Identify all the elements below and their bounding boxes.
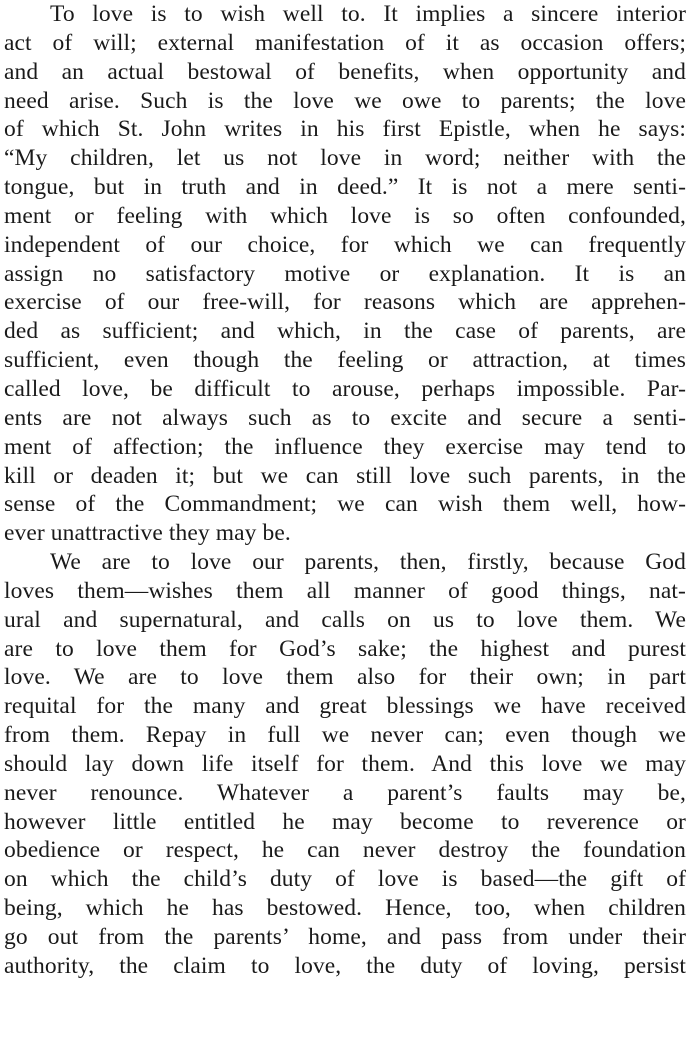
text-line: go out from the parents’ home, and pass from under their [4, 924, 686, 950]
text-line: on which the child’s duty of love is based—the gift of [4, 866, 686, 893]
text-line: however little entitled he may become to reverence or [4, 808, 686, 835]
text-line: tongue, but in truth and in deed.” It is not a mere senti- [4, 174, 686, 201]
text-block [4, 0, 686, 981]
text-line: ents are not always such as to excite and secure a senti- [4, 404, 686, 431]
text-line: kill or deaden it; but we can still love such parents, in the [4, 462, 686, 489]
text-line: independent of our choice, for which we can frequently [4, 231, 686, 258]
text-line: act of will; external manifestation of it as occasion offers; [4, 29, 686, 56]
text-line: exercise of our free-will, for reasons which are apprehen- [4, 289, 686, 316]
text-line: never renounce. Whatever a parent’s faults may be, [4, 779, 686, 806]
text-line: should lay down life itself for them. And this love we may [4, 750, 686, 777]
text-line: of which St. John writes in his first Epistle, when he says: [4, 116, 686, 143]
text-line: To love is to wish well to. It implies a sincere interior [50, 1, 686, 27]
text-line: obedience or respect, he can never destroy the foundation [4, 837, 686, 864]
text-line: “My children, let us not love in word; neither with the [4, 145, 686, 172]
text-line: ment or feeling with which love is so often confounded, [4, 202, 686, 229]
paragraph-2 [4, 548, 686, 981]
text-line: sufficient, even though the feeling or attraction, at times [4, 347, 686, 374]
text-line: from them. Repay in full we never can; even though we [4, 722, 686, 749]
text-line: sense of the Commandment; we can wish them well, how- [4, 491, 686, 518]
text-line: We are to love our parents, then, firstly, because God [50, 549, 686, 576]
text-line: ment of affection; the influence they exercise may tend to [4, 433, 686, 460]
text-line: loves them—wishes them all manner of good things, nat- [4, 577, 686, 604]
text-line: need arise. Such is the love we owe to parents; the love [4, 87, 686, 114]
text-line: called love, be difficult to arouse, perhaps impossible. Par- [4, 375, 686, 402]
text-line: love. We are to love them also for their own; in part [4, 664, 686, 691]
text-line: assign no satisfactory motive or explanation. It is an [4, 260, 686, 287]
text-line: requital for the many and great blessings we have received [4, 693, 686, 720]
text-line: ural and supernatural, and calls on us to love them. We [4, 606, 686, 633]
text-line: ever unattractive they may be. [4, 520, 291, 547]
text-line: authority, the claim to love, the duty of loving, persist [4, 952, 686, 979]
text-line: are to love them for God’s sake; the highest and purest [4, 635, 686, 662]
text-line: being, which he has bestowed. Hence, too, when children [4, 895, 686, 922]
text-line: and an actual bestowal of benefits, when opportunity and [4, 58, 686, 85]
paragraph-1 [4, 0, 686, 548]
text-line: ded as sufficient; and which, in the case of parents, are [4, 318, 686, 345]
